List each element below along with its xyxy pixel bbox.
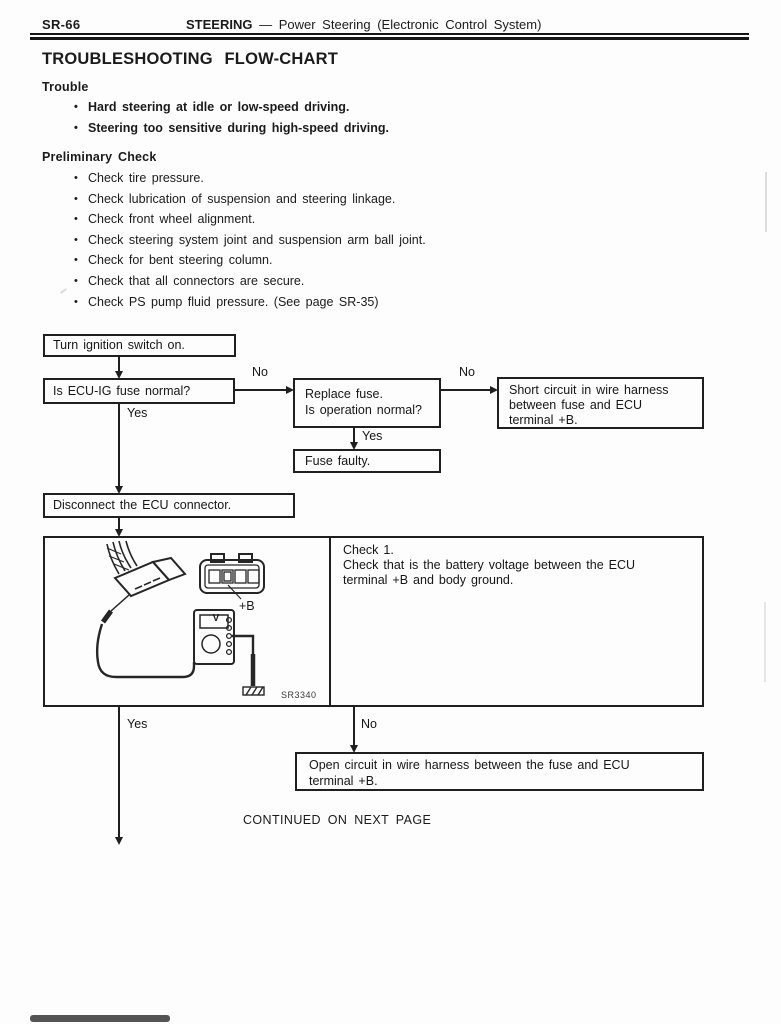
page-number: SR-66 [42,17,81,32]
yes-label: Yes [362,429,383,443]
no-label: No [252,365,268,379]
flow-box-text-line: Is operation normal? [305,403,422,417]
trouble-list [74,100,389,141]
scan-artifact-bar [30,1015,170,1022]
connector-line [441,389,492,391]
header-section [186,17,541,32]
flow-box-disconnect-ecu: Disconnect the ECU connector. [43,493,295,518]
continued-note: CONTINUED ON NEXT PAGE [243,813,432,827]
bullet-icon: • [74,233,78,246]
scan-artifact [764,602,766,682]
bullet-icon: • [74,101,78,113]
preliminary-item-text: Check PS pump fluid pressure. (See page SR-35) [88,294,379,309]
flow-box-text-line: between fuse and ECU [509,398,643,412]
flow-box-replace-fuse [293,378,441,428]
section-title: STEERING [186,17,253,32]
flow-box-text-line: Short circuit in wire harness [509,383,669,397]
preliminary-item [74,233,426,247]
preliminary-item [74,212,426,226]
flow-box-text-line: Open circuit in wire harness between the fuse and ECU [309,758,630,772]
header-rule-thin [30,33,749,35]
check1-illustration-cell [45,538,331,705]
no-label: No [459,365,475,379]
trouble-item [74,121,389,135]
connector-line [118,403,120,489]
flow-box-short-circuit [497,377,704,429]
ecu-connector-illustration [45,538,329,705]
trouble-heading: Trouble [42,80,89,94]
preliminary-item [74,192,426,206]
yes-label: Yes [127,406,148,420]
flow-box-text-line: Replace fuse. [305,387,383,401]
connector-line [235,389,288,391]
flow-box-text-line: terminal +B. [309,774,378,788]
flow-box-open-circuit [295,752,704,791]
check1-text [331,538,702,705]
plus-b-terminal-label: +B [239,599,255,613]
preliminary-item-text: Check front wheel alignment. [88,212,256,227]
no-label: No [361,717,377,731]
connector-line [353,706,355,746]
trouble-item-text: Steering too sensitive during high-speed driving. [88,120,390,135]
connector-line [118,706,120,837]
section-subtitle: Power Steering (Electronic Control System) [278,17,542,32]
preliminary-heading: Preliminary Check [42,150,157,164]
bullet-icon: • [74,172,78,184]
arrowhead-down [115,837,123,845]
page-title: TROUBLESHOOTING FLOW-CHART [42,50,339,68]
bullet-icon: • [74,213,78,226]
bullet-icon: • [74,295,78,308]
yes-label: Yes [127,717,148,731]
preliminary-item [74,295,426,309]
figure-code: SR3340 [281,690,317,700]
bullet-icon: • [74,254,78,267]
trouble-item [74,100,389,114]
trouble-item-text: Hard steering at idle or low-speed driving. [88,100,350,114]
flow-box-turn-ignition: Turn ignition switch on. [43,334,236,357]
scan-artifact [60,288,67,294]
flow-box-check1 [43,536,704,707]
preliminary-item [74,171,426,185]
preliminary-item-text: Check tire pressure. [88,171,204,185]
flow-box-text-line: terminal +B. [509,413,578,427]
voltmeter-display-label: V [212,613,220,624]
preliminary-item-text: Check that all connectors are secure. [88,273,305,288]
check1-line: terminal +B and body ground. [343,573,514,588]
header-rule-thick [30,37,749,40]
scan-artifact [765,172,767,232]
check1-line: Check that is the battery voltage between the ECU [343,558,636,573]
preliminary-item [74,253,426,267]
preliminary-list [74,171,426,315]
flow-box-fuse-normal: Is ECU-IG fuse normal? [43,378,235,404]
bullet-icon: • [74,274,78,287]
preliminary-item-text: Check for bent steering column. [88,253,273,268]
flow-box-fuse-faulty: Fuse faulty. [293,449,441,473]
bullet-icon: • [74,192,78,205]
bullet-icon: • [74,121,78,134]
preliminary-item-text: Check lubrication of suspension and steering linkage. [88,191,396,206]
preliminary-item [74,274,426,288]
check1-title: Check 1. [343,543,394,557]
section-dash: — [259,17,273,32]
preliminary-item-text: Check steering system joint and suspension arm ball joint. [88,232,426,247]
connector-line [353,427,355,443]
